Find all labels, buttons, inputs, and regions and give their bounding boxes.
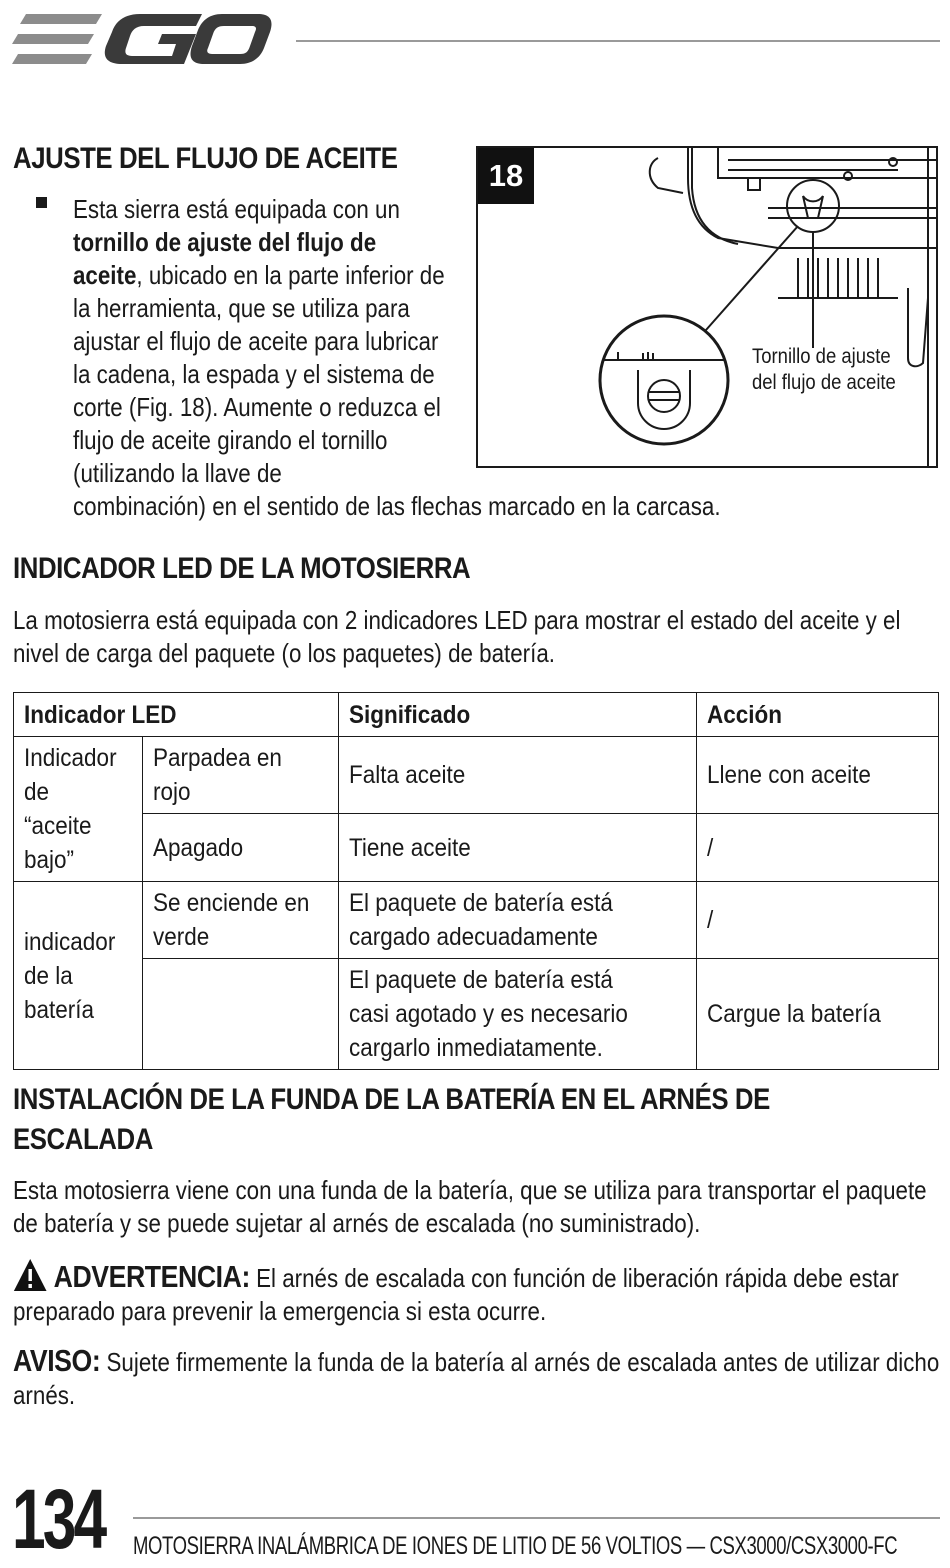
section-title-holster: INSTALACIÓN DE LA FUNDA DE LA BATERÍA EN EL ARNÉS DE ESCALADA bbox=[13, 1083, 770, 1156]
notice-paragraph: AVISO: Sujete firmemente la funda de la batería al arnés de escalada antes de utilizar dicho arnés. bbox=[13, 1343, 940, 1410]
table-row bbox=[14, 959, 939, 1070]
table-cell: Llene con aceite bbox=[697, 737, 939, 814]
table-header-row bbox=[14, 693, 939, 737]
figure-callout: Tornillo de ajuste del flujo de aceite bbox=[752, 345, 896, 394]
table-cell: / bbox=[697, 882, 939, 959]
footer-doc-title: MOTOSIERRA INALÁMBRICA DE IONES DE LITIO DE 56 VOLTIOS — CSX3000/CSX3000-FC bbox=[133, 1532, 898, 1560]
table-cell: Cargue la batería bbox=[697, 959, 939, 1070]
ego-logo bbox=[12, 10, 272, 70]
header-rule bbox=[296, 40, 940, 42]
notice-label: AVISO: bbox=[13, 1343, 101, 1378]
warning-label: ADVERTENCIA: bbox=[53, 1259, 250, 1294]
table-group-cell-oil: Indicador de “aceite bajo” bbox=[14, 737, 143, 882]
led-indicator-table bbox=[13, 692, 939, 1070]
table-row bbox=[14, 737, 939, 814]
oil-screw-illustration bbox=[478, 148, 938, 468]
table-cell: Falta aceite bbox=[339, 737, 697, 814]
section-title-led: INDICADOR LED DE LA MOTOSIERRA bbox=[13, 552, 471, 585]
table-header-cell: Indicador LED bbox=[14, 693, 339, 737]
bullet-icon bbox=[36, 197, 47, 208]
oil-flow-paragraph: Esta sierra está equipada con un tornillo de ajuste del flujo de aceite, ubicado en la parte inferior de la herramienta, que se utiliza para ajustar el flujo de aceite para lubricar la cadena, la espada y el sistema de corte (Fig. 18). Aumente o reduzca el flujo de aceite girando el tornillo (utilizando la llave de bbox=[73, 194, 445, 488]
table-row bbox=[14, 814, 939, 882]
table-cell: Tiene aceite bbox=[339, 814, 697, 882]
table-cell: El paquete de batería está cargado adecuadamente bbox=[339, 882, 697, 959]
section-title-oil-flow: AJUSTE DEL FLUJO DE ACEITE bbox=[13, 142, 398, 175]
holster-intro-paragraph: Esta motosierra viene con una funda de la batería, que se utiliza para transportar el paquete de batería y se puede sujetar al arnés de escalada (no suministrado). bbox=[13, 1175, 927, 1238]
table-group-cell-battery: indicador de la batería bbox=[14, 882, 143, 1070]
footer-rule bbox=[133, 1517, 940, 1519]
warning-paragraph: ADVERTENCIA: El arnés de escalada con función de liberación rápida debe estar preparado para prevenir la emergencia si esta ocurre. bbox=[13, 1259, 899, 1326]
table-cell: / bbox=[697, 814, 939, 882]
figure-number: 18 bbox=[478, 148, 534, 204]
table-cell: Apagado bbox=[143, 814, 339, 882]
warning-triangle-icon bbox=[13, 1258, 47, 1292]
table-row bbox=[14, 882, 939, 959]
page-number: 134 bbox=[12, 1472, 105, 1566]
led-intro-paragraph: La motosierra está equipada con 2 indicadores LED para mostrar el estado del aceite y el nivel de carga del paquete (o los paquetes) de batería. bbox=[13, 605, 901, 668]
oil-flow-paragraph-end: combinación) en el sentido de las flechas marcado en la carcasa. bbox=[73, 491, 721, 521]
table-header-cell: Acción bbox=[697, 693, 939, 737]
table-header-cell: Significado bbox=[339, 693, 697, 737]
table-cell: Se enciende en verde bbox=[143, 882, 339, 959]
table-cell: El paquete de batería está casi agotado y es necesario cargarlo inmediatamente. bbox=[339, 959, 697, 1070]
table-cell: Parpadea en rojo bbox=[143, 737, 339, 814]
oil-flow-screw-term: tornillo de ajuste del flujo de aceite bbox=[73, 227, 377, 290]
figure-18 bbox=[476, 146, 938, 468]
table-cell bbox=[143, 959, 339, 1070]
